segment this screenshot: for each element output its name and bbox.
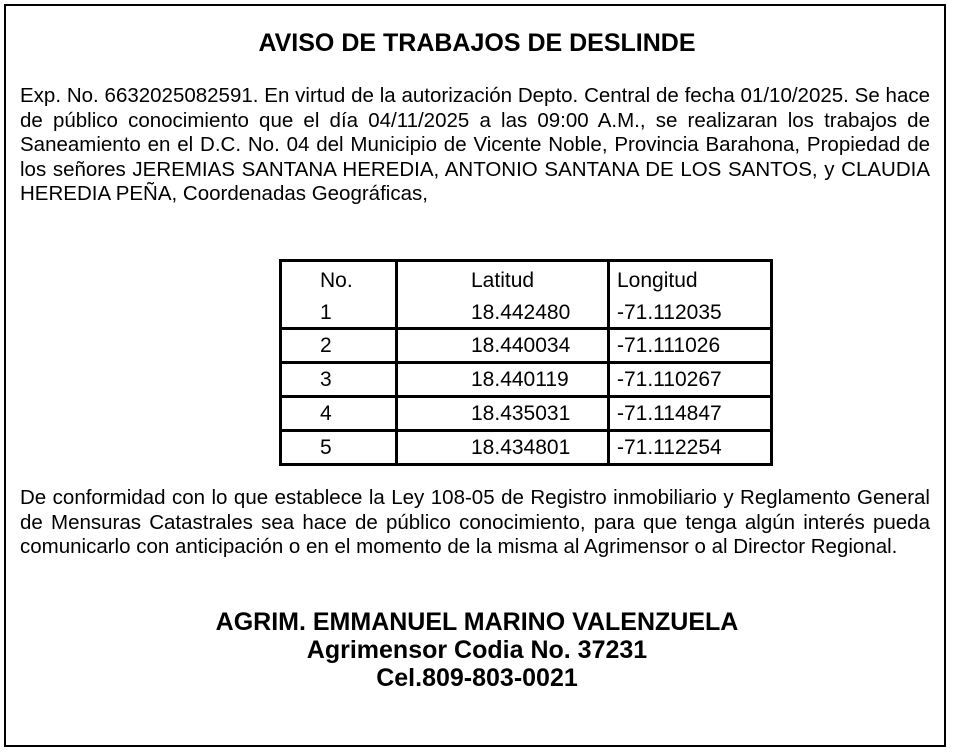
cell-no: 1 xyxy=(320,301,332,325)
cell-longitude: -71.111026 xyxy=(609,328,772,362)
cell-longitude: -71.112035 xyxy=(609,300,772,328)
cell-latitude: 18.435031 xyxy=(397,396,609,430)
cell-latitude: 18.440119 xyxy=(397,362,609,396)
surveyor-phone: Cel.809-803-0021 xyxy=(376,664,578,692)
cell-no: 3 xyxy=(281,362,397,396)
table-row xyxy=(281,328,772,362)
cell-longitude: -71.114847 xyxy=(609,396,772,430)
notice-closing-paragraph: De conformidad con lo que establece la Ley 108-05 de Registro inmobiliario y Reglamento General de Mensuras Catastrales sea hace de público conocimiento, para que tenga algún interés pueda comunicarlo con anticipación o en el momento de la misma al Agrimensor o al Director Regional. xyxy=(20,486,930,558)
cell-no: 2 xyxy=(281,328,397,362)
cell-longitude: -71.112254 xyxy=(609,430,772,464)
column-header-latitude: Latitud xyxy=(397,261,609,301)
cell-latitude: 18.440034 xyxy=(397,328,609,362)
cell-no: 5 xyxy=(281,430,397,464)
cell-longitude: -71.110267 xyxy=(609,362,772,396)
table-header-row xyxy=(281,261,772,301)
table-row xyxy=(281,362,772,396)
column-header-longitude: Longitud xyxy=(609,261,772,301)
table-row xyxy=(281,396,772,430)
table-row xyxy=(281,430,772,464)
cell-latitude: 18.442480 xyxy=(397,300,609,328)
coordinates-table xyxy=(279,259,773,466)
surveyor-codia: Agrimensor Codia No. 37231 xyxy=(306,636,648,664)
cell-latitude: 18.434801 xyxy=(397,430,609,464)
notice-title: AVISO DE TRABAJOS DE DESLINDE xyxy=(258,29,696,57)
cell-no: 4 xyxy=(281,396,397,430)
column-header-no: No. xyxy=(320,269,353,292)
notice-intro-paragraph: Exp. No. 6632025082591. En virtud de la autorización Depto. Central de fecha 01/10/2025. Se hace de público conocimiento que el día 04/11/2025 a las 09:00 A.M., se realizaran los trabajos de Saneamiento en el D.C. No. 04 del Municipio de Vicente Noble, Provincia Barahona, Propiedad de los señores JEREMIAS SANTANA HEREDIA, ANTONIO SANTANA DE LOS SANTOS, y CLAUDIA HEREDIA PEÑA, Coordenadas Geográficas, xyxy=(20,84,930,205)
surveyor-name: AGRIM. EMMANUEL MARINO VALENZUELA xyxy=(215,608,739,636)
table-row xyxy=(281,300,772,328)
